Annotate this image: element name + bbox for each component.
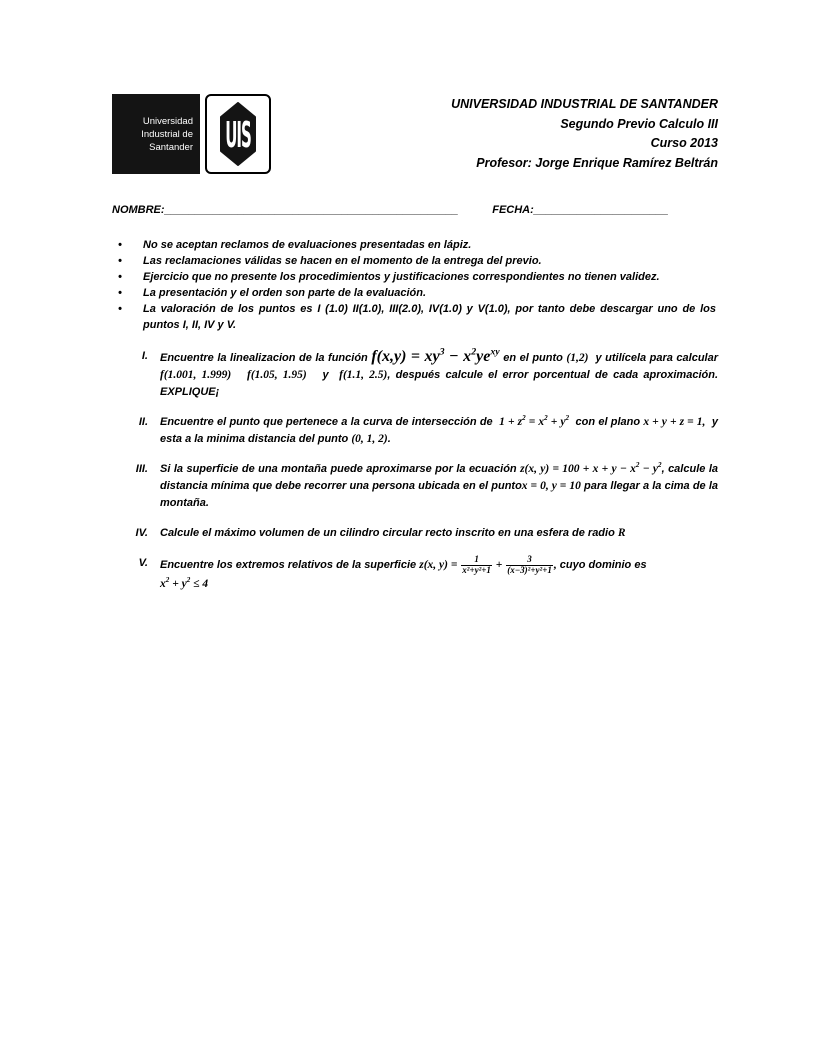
text-run: 2 bbox=[186, 575, 191, 584]
header bbox=[112, 94, 718, 174]
math-run: f(1.05, 1.95) bbox=[247, 369, 307, 381]
problem-1 bbox=[112, 348, 718, 401]
text-run: 2 bbox=[522, 414, 526, 423]
university-name-line: Universidad bbox=[142, 115, 193, 127]
text-run: 2 bbox=[544, 414, 548, 423]
fnum-run: 3 bbox=[506, 555, 553, 566]
nombre-blank-field[interactable]: ________________________________________________ bbox=[164, 204, 459, 216]
rule-text: No se aceptan reclamos de evaluaciones presentadas en lápiz. bbox=[143, 239, 472, 251]
problems-list bbox=[112, 348, 718, 593]
rule-item bbox=[112, 285, 718, 301]
exam-title-line: Segundo Previo Calculo III bbox=[560, 116, 718, 131]
math-run: f(1.1, 2.5) bbox=[339, 369, 388, 381]
fecha-blank-field[interactable]: ______________________ bbox=[533, 204, 669, 216]
text-run: 3 bbox=[439, 346, 445, 358]
problem-5 bbox=[112, 555, 718, 593]
text-run: 2 bbox=[471, 346, 477, 358]
bullet-icon: • bbox=[118, 239, 122, 251]
fecha-label: FECHA: bbox=[492, 204, 534, 216]
uis-shield-box bbox=[205, 94, 271, 174]
problem-3 bbox=[112, 461, 718, 512]
university-name-line: Industrial de bbox=[141, 128, 193, 140]
nombre-label: NOMBRE: bbox=[112, 204, 165, 216]
problem-numeral: III. bbox=[135, 463, 148, 475]
rule-item bbox=[112, 269, 718, 285]
math-run: z(x, $y) = 100 + x + y - x^2 - y^2$ bbox=[520, 461, 662, 475]
problem-text: Encuentre la linealizacion de la función $f(x,y) = xy^3 - x^2ye^{xy}$ en el punto (1,2) y utilícela para calcular f(1.001, 1.999) f(1.05, 1.95) y f(1.1, 2.5), después calcule el error porcentual de cada aproximación. EXPLIQUE¡ bbox=[160, 346, 718, 398]
fden-run: (x−3)²+y²+1 bbox=[507, 564, 552, 575]
math-run: (0, 1, 2) bbox=[351, 433, 388, 445]
math-run: z(x, y) = $\frac{1}{\text{x²+y²+1}}$ + $\frac{3}{\text{(x−3)²+y²+1}}$ , bbox=[419, 554, 557, 575]
uis-shield-icon bbox=[217, 102, 259, 166]
university-logo bbox=[112, 94, 271, 174]
math-run: $x^2 + y^2 \le 4$ bbox=[160, 575, 209, 590]
university-name-block bbox=[112, 94, 200, 174]
bullet-icon: • bbox=[118, 255, 122, 267]
exam-title-block bbox=[451, 94, 718, 173]
problem-text: Calcule el máximo volumen de un cilindro circular recto inscrito en una esfera de radio R bbox=[160, 527, 626, 539]
problem-4 bbox=[112, 525, 718, 542]
rule-text: Ejercicio que no presente los procedimientos y justificaciones correspondientes no tienen validez. bbox=[143, 271, 660, 283]
math-run: (1,2) bbox=[566, 352, 589, 364]
problem-numeral: V. bbox=[138, 557, 148, 569]
text-run: 2 bbox=[565, 414, 570, 423]
problem-numeral: II. bbox=[138, 416, 148, 428]
bullet-icon: • bbox=[118, 287, 122, 299]
math-run: $f(x,y) = xy^3 - x^2ye^{xy}$ bbox=[371, 346, 500, 365]
problem-numeral: IV. bbox=[135, 527, 148, 539]
problem-text: Si la superficie de una montaña puede aproximarse por la ecuación z(x, $y) = 100 + x + y - x^2 - y^2$, calcule la distancia mínima que debe recorrer una persona ubicada en el puntox = 0, y = 10 para llegar a la cima de la montaña. bbox=[160, 461, 718, 509]
frac-run bbox=[461, 555, 492, 576]
bullet-icon: • bbox=[118, 271, 122, 283]
problem-text: Encuentre los extremos relativos de la superficie z(x, y) = $\frac{1}{\text{x²+y²+1}}$ + $\frac{3}{\text{(x−3)²+y²+1}}$ , cuyo dominio es $x^2 + y^2 \le 4$ bbox=[160, 554, 647, 590]
math-run: x = 0, y = 10 bbox=[521, 480, 581, 492]
text-run: 2 bbox=[658, 461, 662, 470]
page-content bbox=[112, 94, 718, 606]
math-run: f(1.001, 1.999) bbox=[160, 369, 232, 381]
exam-title-line: Curso 2013 bbox=[650, 136, 718, 150]
text-run: xy bbox=[490, 346, 500, 358]
text-run: 2 bbox=[165, 575, 170, 584]
frac-run bbox=[506, 555, 553, 576]
rule-item bbox=[112, 253, 718, 269]
math-run: $1 + z^2 = x^2 + y^2$ bbox=[499, 414, 570, 428]
uis-monogram: UIS bbox=[225, 115, 251, 157]
text-run: 2 bbox=[635, 461, 640, 470]
bullet-icon: • bbox=[118, 303, 122, 315]
rule-text: Las reclamaciones válidas se hacen en el momento de la entrega del previo. bbox=[143, 255, 542, 267]
exam-title-line: UNIVERSIDAD INDUSTRIAL DE SANTANDER bbox=[451, 97, 718, 111]
rule-text: La valoración de los puntos es I (1.0) II(1.0), III(2.0), IV(1.0) y V(1.0), por tanto debe descargar uno de los puntos I, II, IV y V. bbox=[143, 303, 716, 331]
rule-item bbox=[112, 237, 718, 253]
problem-numeral: I. bbox=[141, 350, 148, 362]
rule-text: La presentación y el orden son parte de la evaluación. bbox=[143, 287, 427, 299]
exam-title-line: Profesor: Jorge Enrique Ramírez Beltrán bbox=[476, 155, 718, 170]
rules-list bbox=[112, 237, 718, 333]
problem-2 bbox=[112, 414, 718, 448]
fden-run: x²+y²+1 bbox=[462, 564, 491, 575]
math-run: x + y + z = 1, bbox=[643, 416, 706, 428]
math-run: R bbox=[617, 527, 626, 539]
university-name-line: Santander bbox=[149, 141, 193, 153]
rule-item bbox=[112, 301, 718, 333]
name-date-line bbox=[112, 204, 718, 216]
problem-text: Encuentre el punto que pertenece a la curva de intersección de $1 + z^2 = x^2 + y^2$ con el plano x + y + z = 1, y esta a la minima distancia del punto (0, 1, 2). bbox=[160, 414, 718, 445]
fnum-run: 1 bbox=[461, 555, 492, 566]
